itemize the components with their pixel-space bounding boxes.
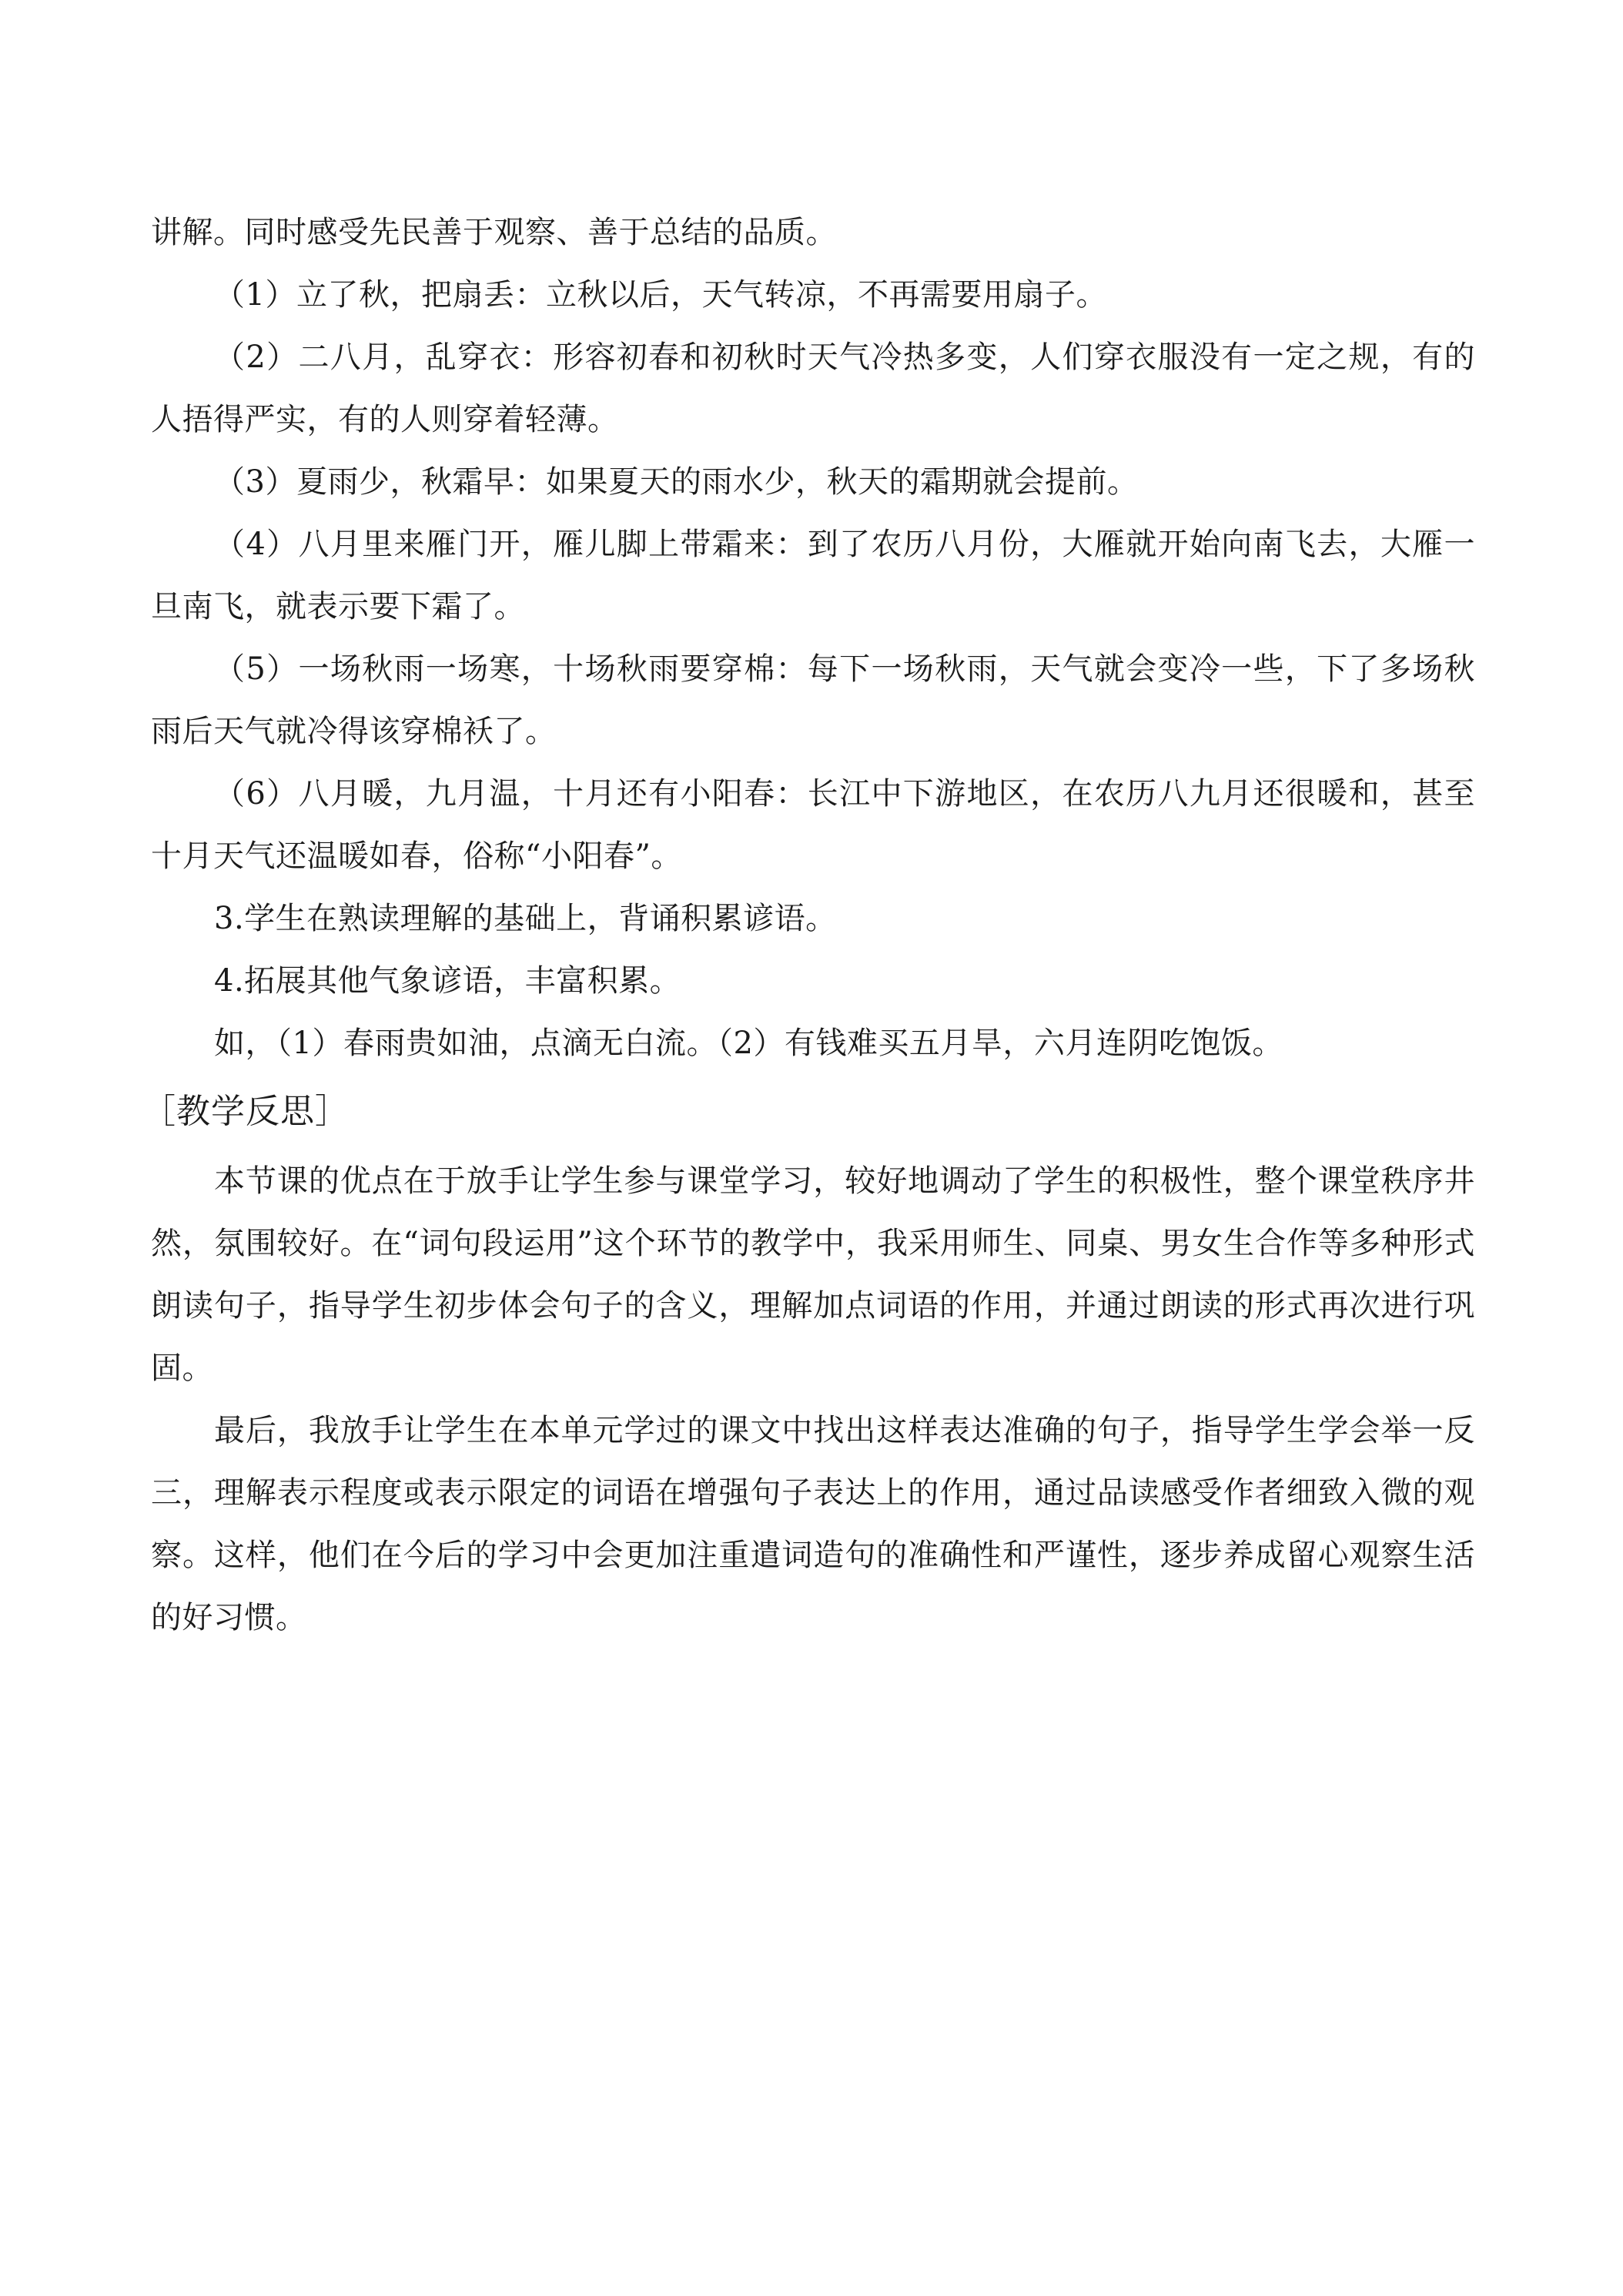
proverb-item-2: （2）二八月，乱穿衣：形容初春和初秋时天气冷热多变，人们穿衣服没有一定之规，有的人捂得严实，有的人则穿着轻薄。 <box>151 340 1475 437</box>
section-title-teaching-reflection: ［教学反思］ <box>142 1092 350 1131</box>
step-4: 4.拓展其他气象谚语，丰富积累。 <box>214 963 681 999</box>
reflection-paragraph-1: 本节课的优点在于放手让学生参与课堂学习，较好地调动了学生的积极性，整个课堂秩序井然，氛围较好。在“词句段运用”这个环节的教学中，我采用师生、同桌、男女生合作等多种形式朗读句子，指导学生初步体会句子的含义，理解加点词语的作用，并通过朗读的形式再次进行巩固。 <box>151 1163 1475 1386</box>
proverb-item-6: （6）八月暖，九月温，十月还有小阳春：长江中下游地区，在农历八九月还很暖和，甚至十月天气还温暖如春，俗称“小阳春”。 <box>151 776 1475 874</box>
reflection-paragraph-2: 最后，我放手让学生在本单元学过的课文中找出这样表达准确的句子，指导学生学会举一反三，理解表示程度或表示限定的词语在增强句子表达上的作用，通过品读感受作者细致入微的观察。这样，他们在今后的学习中会更加注重遣词造句的准确性和严谨性，逐步养成留心观察生活的好习惯。 <box>151 1413 1475 1635</box>
proverb-item-3: （3）夏雨少，秋霜早：如果夏天的雨水少，秋天的霜期就会提前。 <box>214 464 1139 500</box>
paragraph-continuation: 讲解。同时感受先民善于观察、善于总结的品质。 <box>151 215 837 250</box>
document-body <box>142 202 1475 1649</box>
proverb-item-1: （1）立了秋，把扇丢：立秋以后，天气转凉，不再需要用扇子。 <box>214 277 1107 313</box>
step-3: 3.学生在熟读理解的基础上，背诵积累谚语。 <box>214 901 837 936</box>
proverb-item-4: （4）八月里来雁门开，雁儿脚上带霜来：到了农历八月份，大雁就开始向南飞去，大雁一旦南飞，就表示要下霜了。 <box>151 527 1475 624</box>
proverb-item-5: （5）一场秋雨一场寒，十场秋雨要穿棉：每下一场秋雨，天气就会变冷一些，下了多场秋雨后天气就冷得该穿棉袄了。 <box>151 651 1475 749</box>
example-line: 如，（1）春雨贵如油，点滴无白流。（2）有钱难买五月旱，六月连阴吃饱饭。 <box>214 1026 1283 1061</box>
